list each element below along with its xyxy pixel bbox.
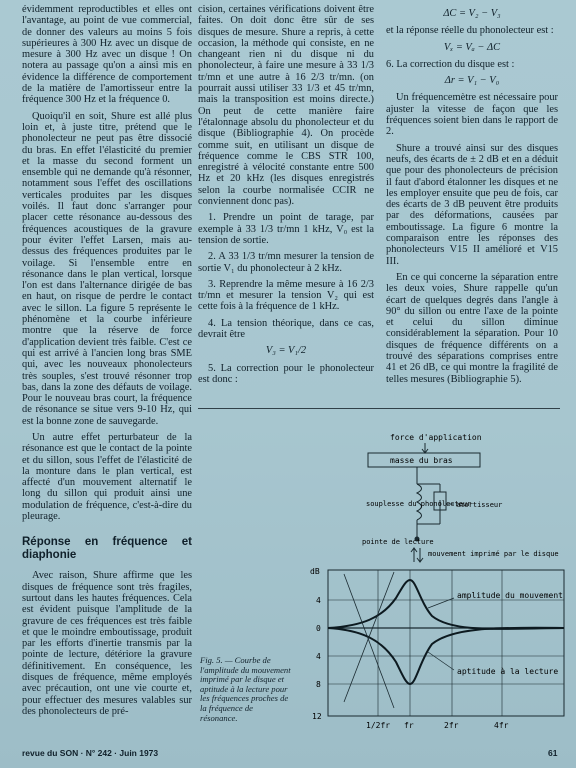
y-tick: 4 (316, 596, 321, 605)
x-tick: fr (404, 721, 414, 730)
paragraph: cision, certaines vérifications doivent être faites. On doit donc être sûr de ses disques de mesure. Shure a repris, à cette occasion, la méthode qui consiste, en ne changeant rien ni du disque ni du phonolecteur, à faire une mesure à 33 1/3 tr/mn et une autre à 16 2/3 tr/mn. (on pourrait aussi utiliser 33 1/3 et 45 tr/mn, mais la transposition est moins directe.) On peut de cette manière faire l'étalonnage absolu du phonolecteur et du disque (Bibliographie 4). On procède comme suit, en utilisant un disque de fréquence comme le CBS STR 100, enregistré à vélocité constante entre 500 Hz et 20 kHz (les disques enregistrés selon la courbe normalisée CCIR ne conviennent donc pas). (198, 4, 374, 208)
y-tick: 12 (312, 712, 322, 721)
paragraph: Un fréquencemètre est nécessaire pour ajuster la vitesse de façon que les fréquences soient bien dans le rapport de 2. (386, 92, 558, 138)
souplesse-label: souplesse du phonolecteur (366, 500, 472, 508)
paragraph: évidemment reproductibles et elles ont l'avantage, au point de vue commercial, de donner des valeurs au moins 5 fois supérieures à 300 Hz avec un disque de mesure à 300 Hz avec un disque ! On notera au passage qu'on a ainsi mis en évidence la différence de comportement de la matière de l'amortisseur entre la fréquence 300 Hz et la fréquence 0. (22, 4, 192, 106)
x-tick: 4fr (494, 721, 509, 730)
step-2: 2. A 33 1/3 tr/mn mesurer la tension de sortie V₁ du phonolecteur à 2 kHz. (198, 251, 374, 274)
x-tick: 2fr (444, 721, 459, 730)
step-4: 4. La tension théorique, dans ce cas, devrait être (198, 317, 374, 341)
paragraph: Quoiqu'il en soit, Shure est allé plus loin et, à juste titre, prétend que le phonolecteur ne peut pas être dissocié du bras. En effet l'élasticité du premier et la masse du second forment un ensemble qui ne demande qu'à résonner, notamment sous l'effet des oscillations verticales produites par les disques voilés. Il faut donc s'arranger pour placer cette résonance au-dessous des fréquences acoustiques de la gravure pour éviter l'effet Larsen, mais au-dessus des fréquences produites par le voilage. Si l'ensemble entre en résonance dans le plan vertical, lorsque l'on est dans l'alternance dirigée de bas en haut, on risque de perdre le contact avec le sillon. La figure 5 représente le phénomène et la courbe inférieure montre que la réserve de force d'application devient très faible. C'est ce qui est arrivé à l'ancien long bras SME qui, avec les nouveaux phonolecteurs très souples, s'est trouvé résonner trop bas, dans la zone des défauts de voilage. Pour le nouveau bras court, la fréquence de résonance se situe vers 9-10 Hz, qui est la bonne zone de sauvegarde. (22, 110, 192, 427)
page-number: 61 (548, 748, 558, 758)
db-label: dB (310, 567, 320, 576)
aptitude-label: aptitude à la lecture (457, 667, 559, 676)
y-tick: 0 (316, 624, 321, 633)
paragraph: Un autre effet perturbateur de la résonance est que le contact de la pointe et du sillon, sous l'effet de l'élasticité de la monture dans le plan vertical, est affecté d'un mouvement alternatif le long du sillon qui produit ainsi une modulation de fréquence, c'est-à-dire du pleurage. (22, 431, 192, 523)
equation: Δr = V₁ − V₀ (444, 75, 500, 87)
figure-5 (292, 412, 568, 752)
mouvement-label: mouvement imprimé par le disque (428, 550, 559, 558)
amplitude-curve (328, 580, 564, 629)
equation: V₃ = V₁/2 (265, 345, 307, 357)
text-column-middle (198, 4, 374, 390)
pointe-label: pointe de lecture (362, 538, 434, 546)
step-5: 5. La correction pour le phonolecteur est donc : (198, 362, 374, 385)
mass-label: masse du bras (390, 456, 453, 465)
amortisseur-label: amortisseur (456, 501, 503, 509)
figure-5-drawing (292, 412, 568, 752)
text-column-left (22, 4, 192, 722)
paragraph: Shure a trouvé ainsi sur des disques neufs, des écarts de ± 2 dB et en a déduit que pour des phonolecteurs de précision il faut d'abord étalonner les disques et ne les employer ensuite que peu de fois, car des écarts de 3 dB peuvent être produits par des déformations, causées par emboutissage. La figure 6 montre la comparaison entre les réponses des phonolecteurs V15 II amélioré et V15 III. (386, 142, 558, 267)
step-3: 3. Reprendre la même mesure à 16 2/3 tr/mn et mesurer la tension V₂ qui est cette fois à la fréquence de 1 kHz. (198, 278, 374, 313)
paragraph: et la réponse réelle du phonolecteur est : (386, 25, 554, 37)
step-1: 1. Prendre un point de tarage, par exemple à 33 1/3 tr/mn 1 kHz, V₀ est la tension de sortie. (198, 212, 374, 246)
paragraph: En ce qui concerne la séparation entre les deux voies, Shure rappelle qu'un écart de quelques degrés dans l'angle à 90° du sillon ou entre l'axe de la pointe et celui du sillon diminue considérablement la séparation. Pour 10 disques de fréquence différents on a trouvé des séparations comprises entre 41 et 26 dB, ce qui montre la fragilité de telles mesures (Bibliographie 5). (386, 271, 558, 385)
figure-caption: Fig. 5. — Courbe de l'amplitude du mouvement imprimé par le disque et aptitude à la lecture pour les fréquences proches de la fréquence de résonance. (200, 655, 291, 723)
footer-journal: revue du SON · N° 242 · Juin 1973 (22, 748, 159, 758)
step-6: 6. La correction du disque est : (386, 58, 515, 70)
y-tick: 4 (316, 652, 321, 661)
paragraph: Avec raison, Shure affirme que les disques de fréquence sont très fragiles, surtout dans les hautes fréquences. Cela est évident puisque l'amplitude de la gravure de ces fréquences est très faible et que le moindre emboutissage, produit par les efforts d'inertie transmis par la pointe de lecture, détériore la gravure définitivement. En conséquence, les disques de fréquence, même employés avec précaution, ont une vie courte et, pour effectuer des mesures valables sur des phonolecteurs de pré- (22, 570, 192, 717)
equation: Vₓ = Vₐ − ΔC (443, 41, 501, 53)
text-column-right (386, 4, 558, 390)
y-tick: 8 (316, 680, 321, 689)
equation: ΔC = V₂ − V₃ (443, 8, 501, 19)
section-heading: Réponse en fréquence et diaphonie (22, 536, 192, 562)
x-tick: 1/2fr (366, 721, 391, 730)
amplitude-label: amplitude du mouvement (457, 591, 563, 600)
divider (198, 408, 560, 409)
force-label: force d'application (390, 433, 482, 442)
